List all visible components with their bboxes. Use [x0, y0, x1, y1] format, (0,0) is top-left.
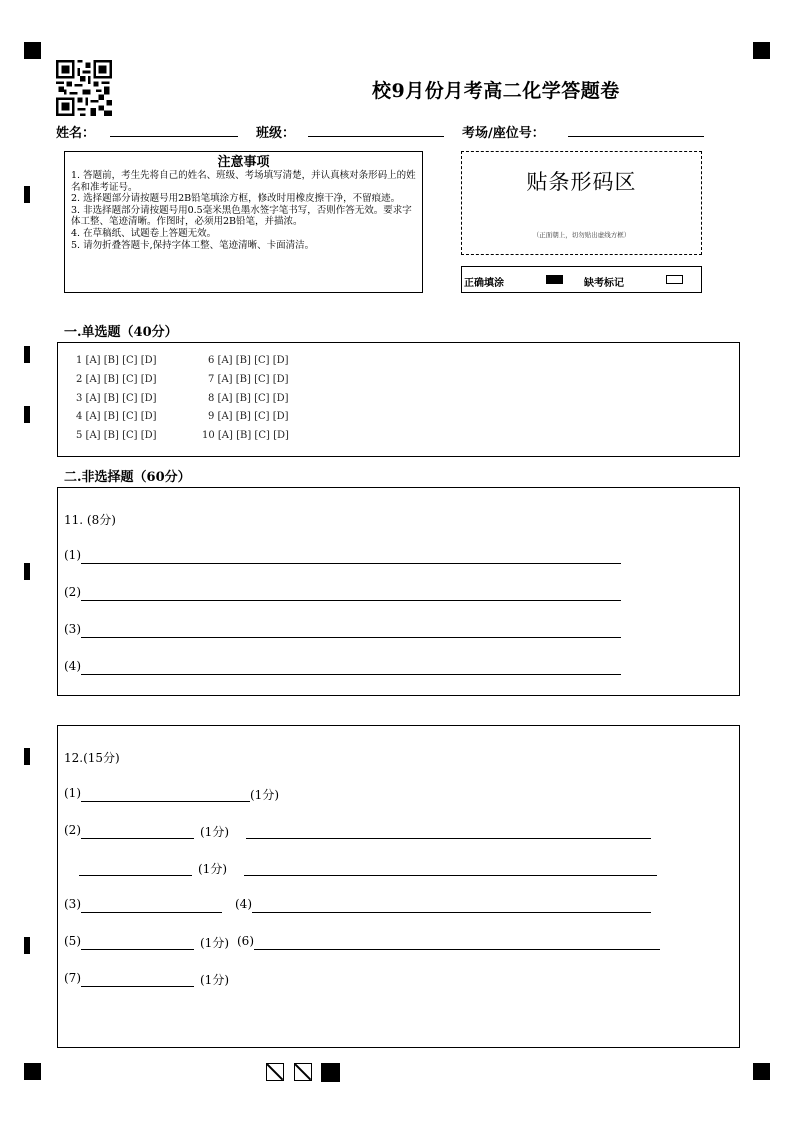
q12-answer-line-7[interactable]	[81, 986, 194, 987]
section-2-title: 二.非选择题（60分）	[64, 470, 191, 485]
q11-answer-line-1[interactable]	[81, 563, 621, 564]
corner-mark-bottom-right	[753, 1063, 770, 1080]
name-label: 姓名：	[56, 126, 96, 141]
notice-item: 2. 选择题部分请按题号用2B铅笔填涂方框，修改时用橡皮擦干净，不留痕迹。	[71, 193, 401, 205]
q12-blank-7-label: (7)	[64, 971, 81, 985]
q11-blank-1-label: (1)	[64, 548, 81, 562]
q12-score-2a: (1分)	[200, 825, 229, 839]
notice-title: 注意事项	[217, 155, 270, 170]
mcq-question-4[interactable]: 4 [A] [B] [C] [D]	[76, 411, 157, 422]
q11-answer-line-2[interactable]	[81, 600, 621, 601]
timing-mark	[24, 937, 30, 954]
crossed-box-icon	[266, 1063, 284, 1081]
q12-answer-line-1[interactable]	[81, 801, 250, 802]
mcq-question-3[interactable]: 3 [A] [B] [C] [D]	[76, 393, 157, 404]
timing-mark	[24, 748, 30, 765]
qr-code-icon	[56, 60, 112, 116]
page-title: 校9月份月考高二化学答题卷	[372, 80, 620, 102]
q11-blank-2-label: (2)	[64, 585, 81, 599]
q12-blank-3-label: (3)	[64, 897, 81, 911]
q12-answer-line-2a[interactable]	[81, 838, 194, 839]
q12-score-7: (1分)	[200, 973, 229, 987]
class-label: 班级：	[256, 126, 296, 141]
seat-field[interactable]	[568, 136, 704, 137]
mcq-question-6[interactable]: 6 [A] [B] [C] [D]	[208, 355, 289, 366]
notice-item: 3. 非选择题部分请按题号用0.5毫米黑色墨水签字笔书写，否则作答无效。要求字体工整、笔迹清晰。作图时，必须用2B铅笔，并描浓。	[71, 204, 412, 228]
crossed-box-icon	[294, 1063, 312, 1081]
mcq-question-8[interactable]: 8 [A] [B] [C] [D]	[208, 393, 289, 404]
name-field[interactable]	[110, 136, 238, 137]
q12-score-1: (1分)	[250, 788, 279, 802]
timing-mark	[24, 406, 30, 423]
barcode-note: （正面朝上，切勿贴出虚线方框）	[532, 231, 631, 239]
corner-mark-top-left	[24, 42, 41, 59]
q11-blank-4-label: (4)	[64, 659, 81, 673]
question-11-title: 11. (8分)	[64, 513, 116, 527]
q12-blank-4-label: (4)	[235, 897, 252, 911]
mcq-box	[57, 342, 740, 457]
barcode-area	[461, 151, 702, 255]
filled-box-icon	[546, 275, 563, 284]
q12-score-2c: (1分)	[198, 862, 227, 876]
q12-answer-line-2b[interactable]	[246, 838, 651, 839]
mcq-question-2[interactable]: 2 [A] [B] [C] [D]	[76, 374, 157, 385]
mcq-question-7[interactable]: 7 [A] [B] [C] [D]	[208, 374, 289, 385]
timing-mark	[24, 186, 30, 203]
barcode-label: 贴条形码区	[526, 170, 637, 194]
correct-fill-label: 正确填涂	[464, 278, 504, 289]
q11-answer-line-4[interactable]	[81, 674, 621, 675]
q12-answer-line-6[interactable]	[254, 949, 660, 950]
q11-answer-line-3[interactable]	[81, 637, 621, 638]
absent-checkbox[interactable]	[666, 275, 683, 284]
q12-blank-5-label: (5)	[64, 934, 81, 948]
notice-item: 1. 答题前，考生先将自己的姓名、班级、考场填写清楚，并认真核对条形码上的姓名和准考证号。	[71, 170, 416, 193]
timing-mark	[24, 563, 30, 580]
q12-answer-line-5[interactable]	[81, 949, 194, 950]
question-12-title: 12.(15分)	[64, 751, 120, 765]
notice-box	[64, 151, 423, 293]
absent-mark-label: 缺考标记	[584, 278, 624, 289]
notice-item: 5. 请勿折叠答题卡,保持字体工整、笔迹清晰、卡面清洁。	[71, 239, 315, 251]
question-11-box	[57, 487, 740, 696]
mcq-question-9[interactable]: 9 [A] [B] [C] [D]	[208, 411, 289, 422]
seat-label: 考场/座位号：	[462, 126, 545, 141]
question-12-box	[57, 725, 740, 1048]
notice-item: 4. 在草稿纸、试题卷上答题无效。	[71, 227, 217, 239]
filled-box-icon	[321, 1063, 340, 1082]
section-1-title: 一.单选题（40分）	[64, 325, 178, 340]
timing-mark	[24, 346, 30, 363]
mcq-question-1[interactable]: 1 [A] [B] [C] [D]	[76, 355, 157, 366]
q12-blank-2-label: (2)	[64, 823, 81, 837]
q12-answer-line-4[interactable]	[252, 912, 651, 913]
q12-blank-1-label: (1)	[64, 786, 81, 800]
class-field[interactable]	[308, 136, 444, 137]
mcq-question-5[interactable]: 5 [A] [B] [C] [D]	[76, 430, 157, 441]
corner-mark-bottom-left	[24, 1063, 41, 1080]
q12-score-5: (1分)	[200, 936, 229, 950]
q11-blank-3-label: (3)	[64, 622, 81, 636]
q12-answer-line-2d[interactable]	[244, 875, 657, 876]
q12-answer-line-2c[interactable]	[79, 875, 192, 876]
fill-legend	[461, 266, 702, 293]
q12-answer-line-3[interactable]	[81, 912, 222, 913]
q12-blank-6-label: (6)	[237, 934, 254, 948]
corner-mark-top-right	[753, 42, 770, 59]
mcq-question-10[interactable]: 10 [A] [B] [C] [D]	[202, 430, 289, 441]
